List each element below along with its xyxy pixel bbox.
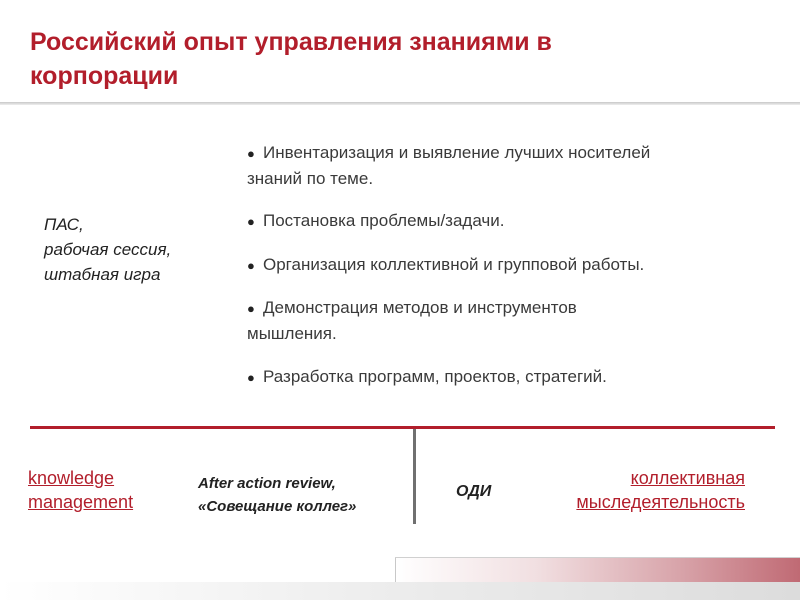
page-title-line-2: корпорации (30, 62, 179, 90)
method-label (44, 212, 234, 287)
odi-label: ОДИ (456, 483, 492, 500)
collective-thinking-line-2: мыследеятельность (576, 492, 745, 512)
bullet-item (247, 295, 757, 346)
knowledge-management-line-1: knowledge (28, 468, 115, 488)
bullet-text: Разработка программ, проектов, стратегий. (263, 367, 607, 386)
bullet-text: Инвентаризация и выявление лучших носителей (263, 143, 651, 162)
bullet-text: Демонстрация методов и инструментов (263, 298, 577, 317)
footer-gray-band (0, 582, 800, 600)
page-title-line-1: Российский опыт управления знаниями в (30, 28, 552, 56)
footer-bar-tick (395, 558, 396, 582)
bullet-item (247, 252, 757, 278)
section-divider-vertical (413, 429, 416, 524)
bullet-icon: ● (247, 258, 255, 273)
method-label-line-1: ПАС, (44, 215, 84, 234)
bullet-icon: ● (247, 301, 255, 316)
bullet-icon: ● (247, 370, 255, 385)
bullet-list (247, 140, 757, 390)
knowledge-management-link[interactable] (28, 466, 133, 514)
section-divider-horizontal (30, 426, 775, 429)
title-divider (0, 102, 800, 105)
footer-gradient-bar (395, 558, 800, 582)
collective-thinking-line-1: коллективная (630, 468, 745, 488)
page-title (30, 25, 730, 93)
bullet-text: Постановка проблемы/задачи. (263, 211, 505, 230)
bullet-text: Организация коллективной и групповой работы. (263, 255, 645, 274)
bullet-item (247, 208, 757, 234)
bullet-icon: ● (247, 214, 255, 229)
after-action-review-line-2: «Совещание коллег» (198, 498, 357, 515)
bullet-icon: ● (247, 146, 255, 161)
bullet-text-continued: мышления. (247, 324, 337, 343)
collective-thinking-link[interactable] (576, 466, 745, 514)
knowledge-management-line-2: management (28, 492, 134, 512)
bullet-item (247, 364, 757, 390)
method-label-line-2: рабочая сессия, (44, 240, 172, 259)
after-action-review-label (198, 472, 356, 518)
bullet-item (247, 140, 757, 191)
method-label-line-3: штабная игра (44, 265, 161, 284)
bullet-text-continued: знаний по теме. (247, 169, 374, 188)
after-action-review-line-1: After action review, (198, 475, 336, 492)
